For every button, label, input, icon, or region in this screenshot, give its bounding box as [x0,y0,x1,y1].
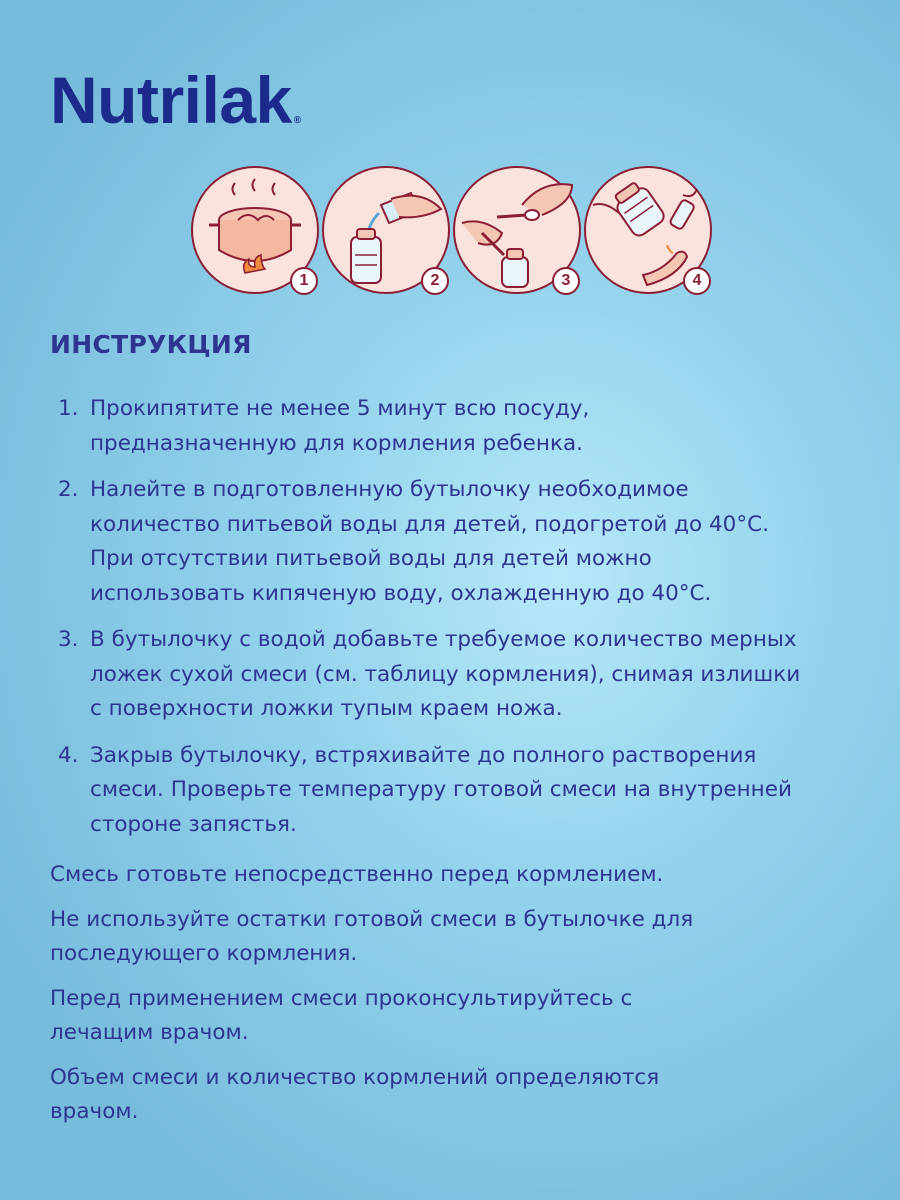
step-number-badge: 1 [290,267,318,295]
instruction-line: При отсутствии питьевой воды для детей можно [90,546,652,571]
note-paragraph [50,903,850,972]
note-paragraph [50,1061,850,1130]
instructions-heading: ИНСТРУКЦИЯ [50,330,252,359]
instruction-line: Закрыв бутылочку, встряхивайте до полного растворения [90,742,757,768]
brand-logo [50,62,301,138]
instruction-line: предназначенную для кормления ребенка. [90,430,583,456]
instruction-list [50,392,890,854]
notes [50,858,850,1140]
instruction-line: стороне запястья. [90,811,297,837]
instruction-line: Прокипятите не менее 5 минут всю посуду, [90,396,590,421]
instruction-line: ложек сухой смеси (см. таблицу кормления), снимая излишки [90,661,801,687]
step-3 [452,165,582,295]
step-1 [190,165,320,295]
note-paragraph [50,858,850,893]
note-line: Смесь готовьте непосредственно перед кормлением. [50,862,664,887]
preparation-steps [190,165,720,295]
note-line: Перед применением смеси проконсультируйтесь с [50,985,633,1011]
instruction-number: 4. [58,742,79,768]
instruction-number: 3. [58,627,79,652]
step-number-badge: 2 [421,267,449,295]
instruction-number: 1. [58,396,79,421]
step-number-badge: 3 [552,267,580,295]
instruction-item [50,473,890,611]
note-line: врачом. [50,1099,139,1124]
instruction-line: использовать кипяченую воду, охлажденную до 40°C. [90,580,712,606]
instruction-item [50,623,890,727]
note-line: Не используйте остатки готовой смеси в бутылочке для [50,906,694,932]
instruction-item [50,392,890,461]
note-line: лечащим врачом. [50,1020,249,1045]
instruction-line: количество питьевой воды для детей, подогретой до 40°C. [90,511,769,537]
instruction-line: с поверхности ложки тупым краем ножа. [90,696,563,721]
note-line: последующего кормления. [50,941,358,966]
instruction-line: смеси. Проверьте температуру готовой смеси на внутренней [90,777,792,802]
brand-name: Nutrilak [50,63,292,137]
instruction-line: В бутылочку с водой добавьте требуемое количество мерных [90,627,797,652]
instruction-line: Налейте в подготовленную бутылочку необходимое [90,477,689,502]
note-paragraph [50,982,850,1051]
step-2 [321,165,451,295]
instruction-number: 2. [58,477,79,502]
registered-mark: ® [293,115,301,126]
step-4 [583,165,713,295]
step-number-badge: 4 [683,267,711,295]
instruction-item [50,739,890,843]
note-line: Объем смеси и количество кормлений определяются [50,1064,660,1090]
